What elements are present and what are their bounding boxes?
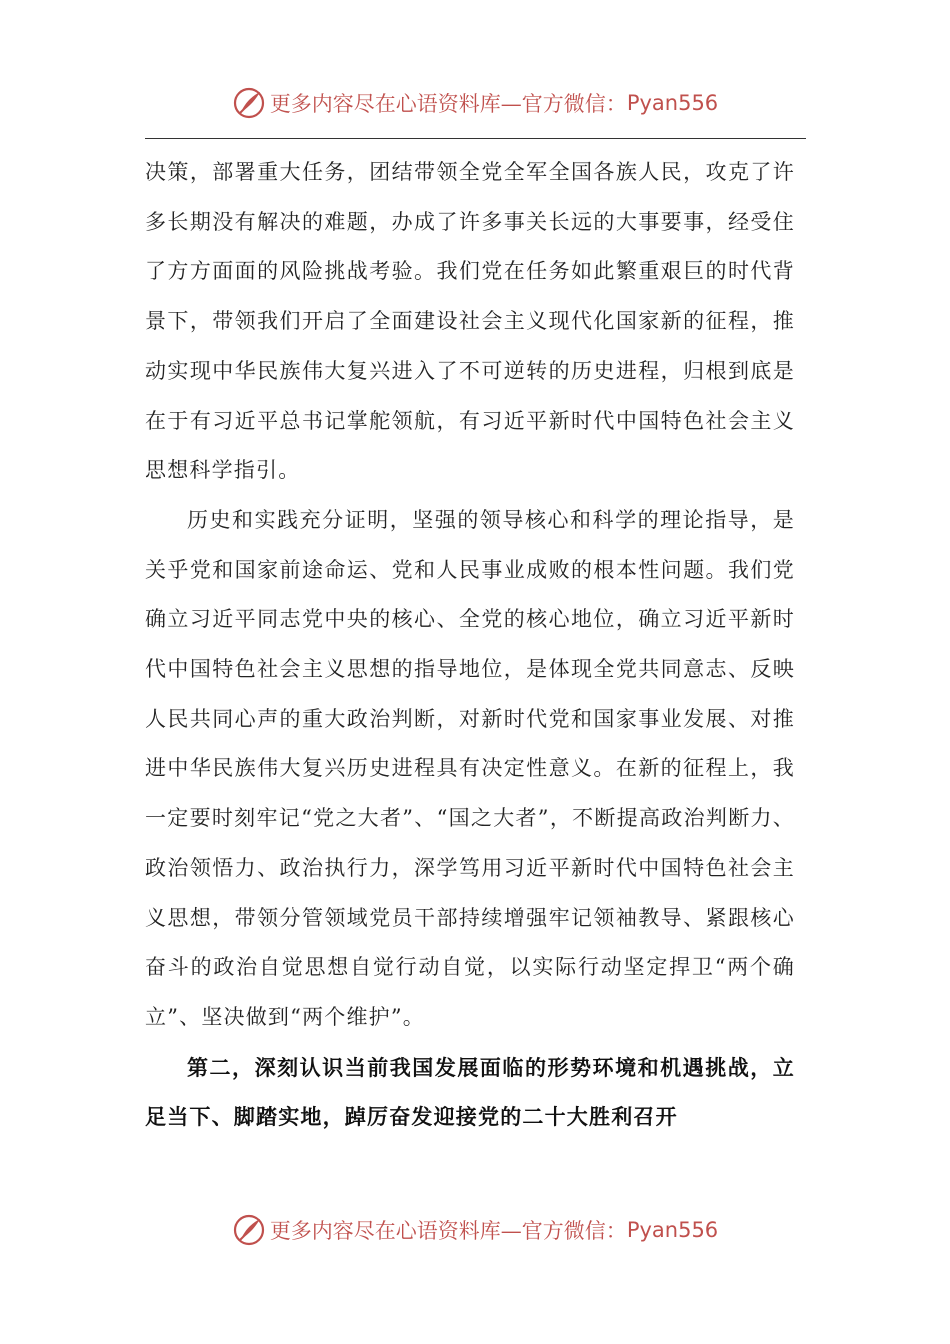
- quill-logo-icon: [232, 86, 266, 120]
- header-banner-text: 更多内容尽在心语资料库—官方微信：: [269, 92, 627, 116]
- footer-wechat-id: Pyan556: [626, 1218, 719, 1242]
- header-wechat-id: Pyan556: [626, 91, 719, 115]
- header-banner: [0, 86, 950, 120]
- paragraph-1: 决策，部署重大任务，团结带领全党全军全国各族人民，攻克了许多长期没有解决的难题，办成了许多事关长远的大事要事，经受住了方方面面的风险挑战考验。我们党在任务如此繁重艰巨的时代背景下，带领我们开启了全面建设社会主义现代化国家新的征程，推动实现中华民族伟大复兴进入了不可逆转的历史进程，归根到底是在于有习近平总书记掌舵领航，有习近平新时代中国特色社会主义思想科学指引。: [145, 160, 795, 483]
- footer-banner: [0, 1213, 950, 1247]
- quill-logo-icon: [232, 1213, 266, 1247]
- header-divider: [145, 138, 806, 139]
- document-body: [145, 148, 795, 1142]
- section-heading: 第二，深刻认识当前我国发展面临的形势环境和机遇挑战，立足当下、脚踏实地，踔厉奋发迎接党的二十大胜利召开: [145, 1054, 795, 1130]
- footer-banner-text: 更多内容尽在心语资料库—官方微信：: [269, 1219, 627, 1243]
- paragraph-2: 历史和实践充分证明，坚强的领导核心和科学的理论指导，是关乎党和国家前途命运、党和人民事业成败的根本性问题。我们党确立习近平同志党中央的核心、全党的核心地位，确立习近平新时代中国特色社会主义思想的指导地位，是体现全党共同意志、反映人民共同心声的重大政治判断，对新时代党和国家事业发展、对推进中华民族伟大复兴历史进程具有决定性意义。在新的征程上，我一定要时刻牢记“党之大者”、“国之大者”，不断提高政治判断力、政治领悟力、政治执行力，深学笃用习近平新时代中国特色社会主义思想，带领分管领域党员干部持续增强牢记领袖教导、紧跟核心奋斗的政治自觉思想自觉行动自觉，以实际行动坚定捍卫“两个确立”、坚决做到“两个维护”。: [145, 507, 795, 1029]
